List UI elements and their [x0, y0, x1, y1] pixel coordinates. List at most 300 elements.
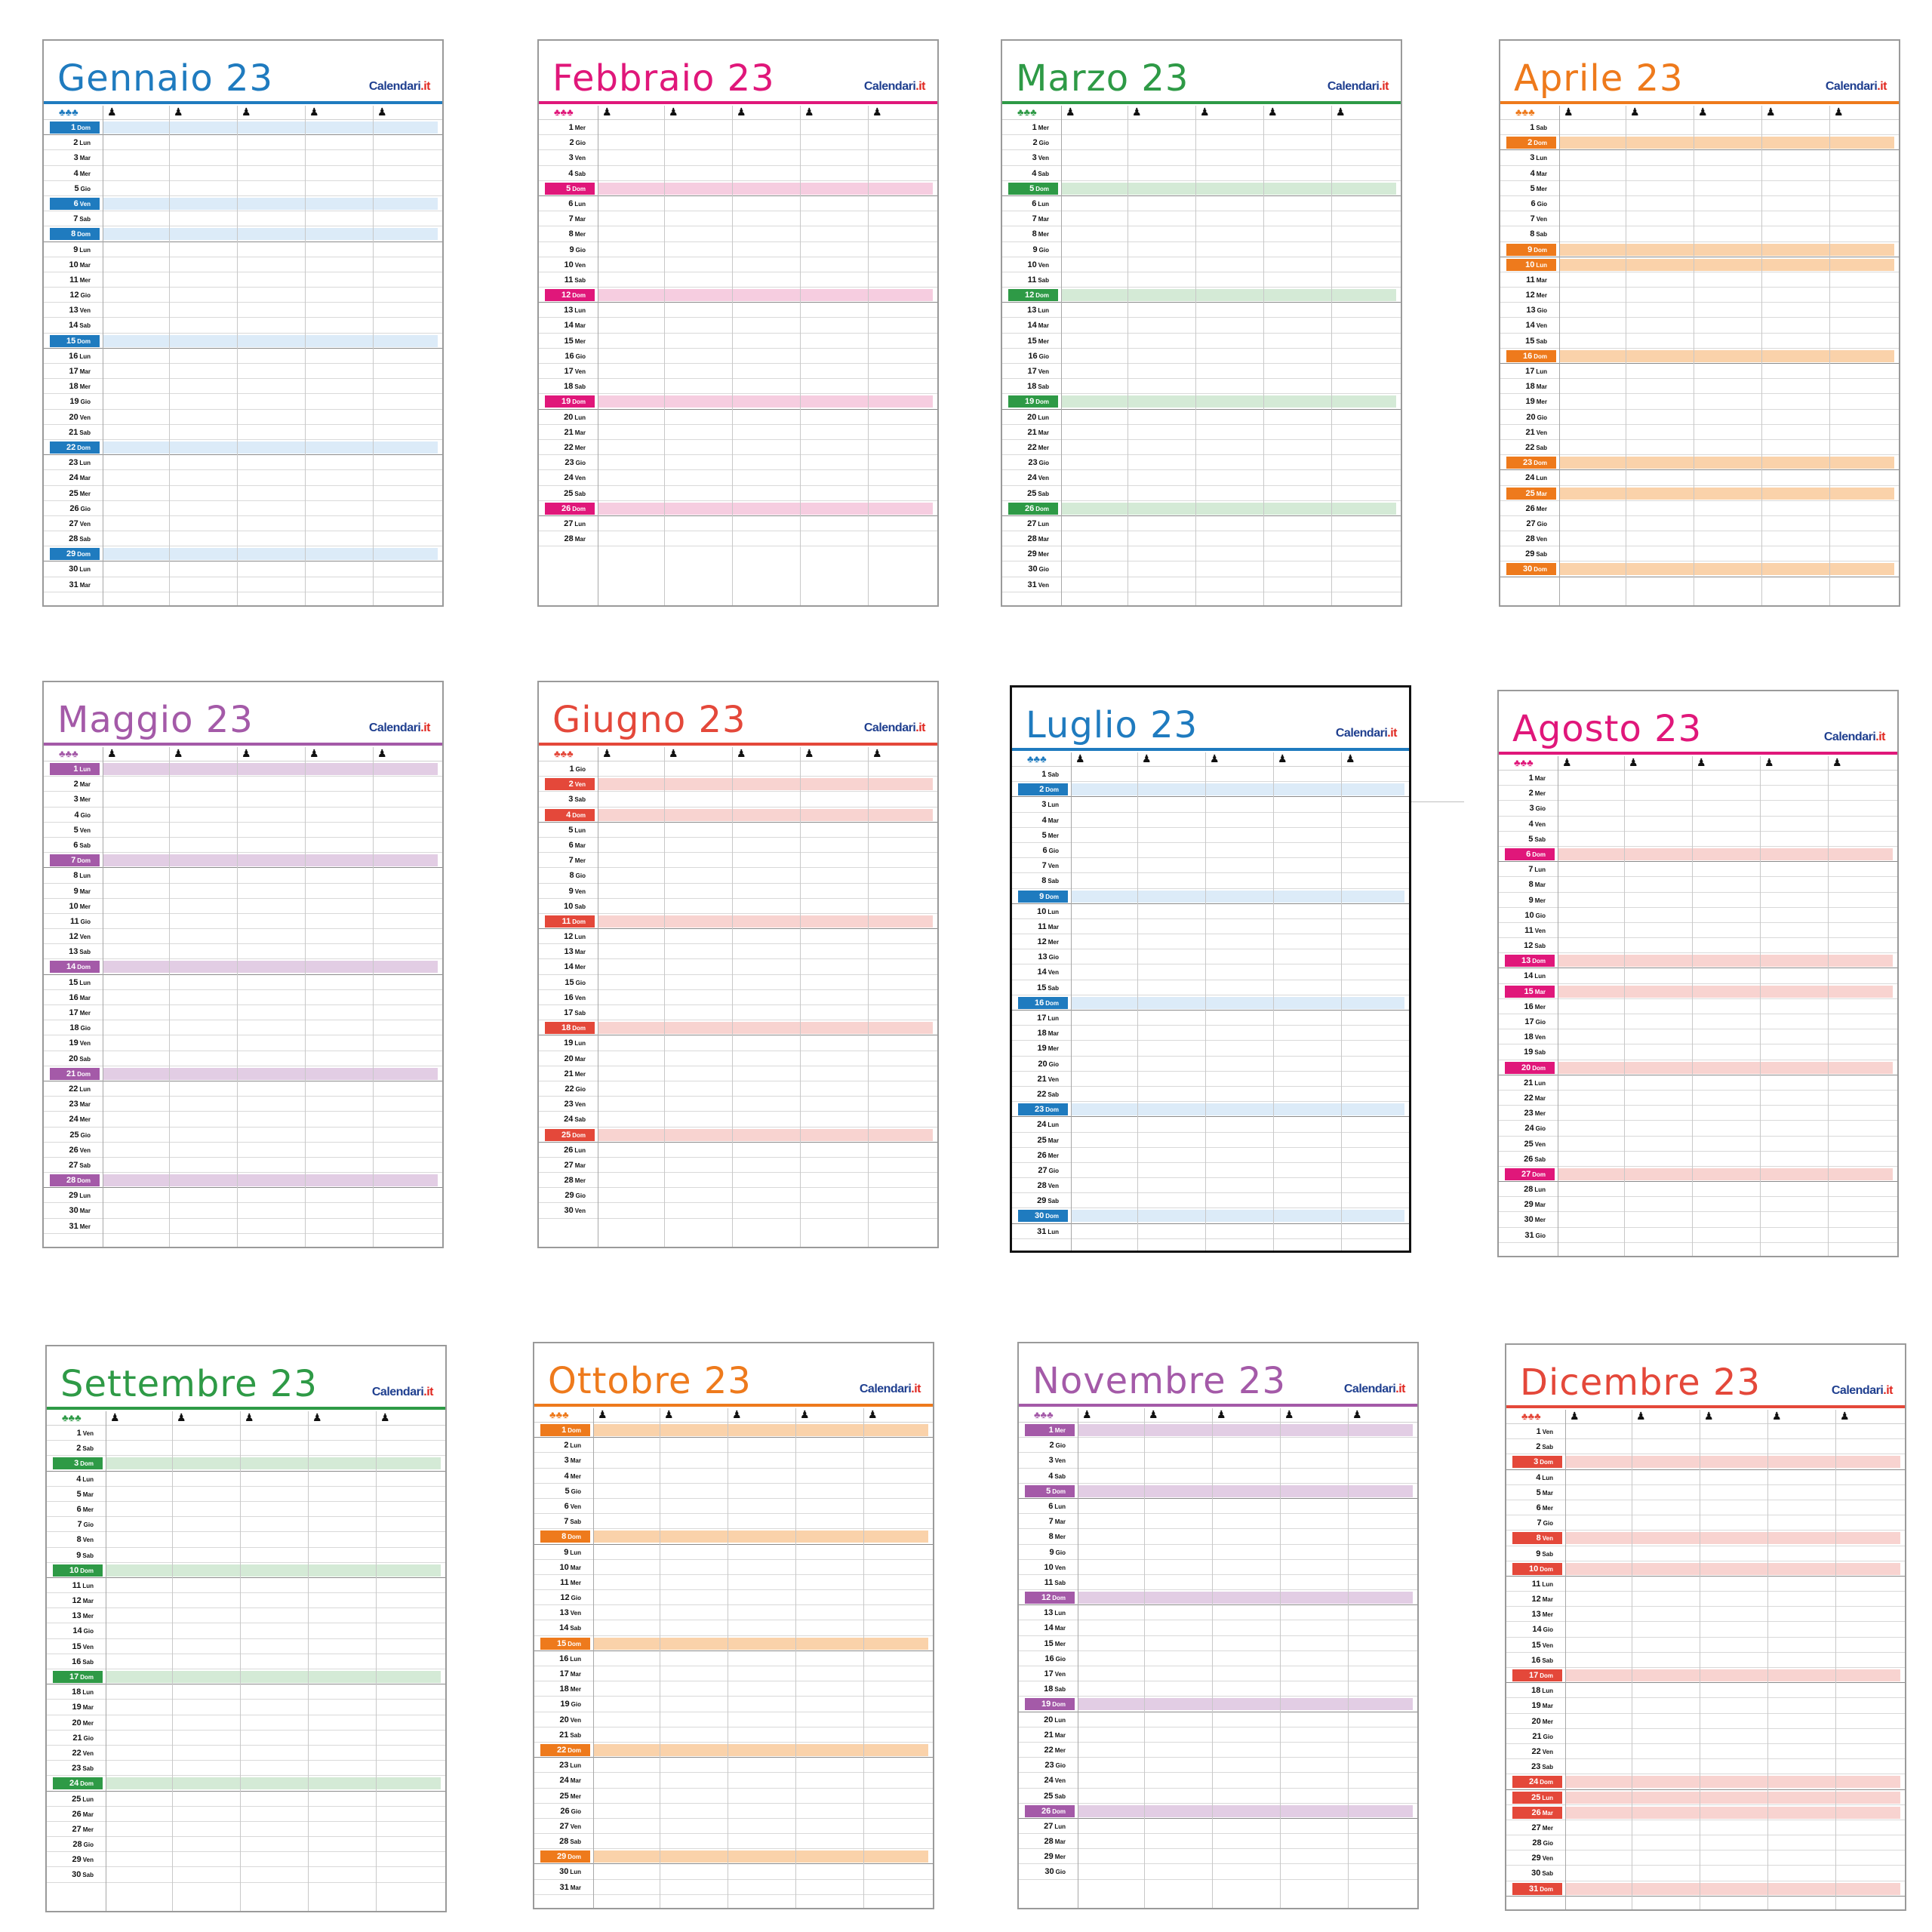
day-row[interactable] — [534, 1773, 933, 1788]
day-row[interactable] — [47, 1746, 445, 1761]
day-row[interactable] — [539, 1203, 937, 1218]
day-row[interactable] — [44, 211, 442, 226]
day-row[interactable] — [44, 546, 442, 561]
day-row[interactable] — [1499, 1029, 1897, 1044]
day-row[interactable] — [1002, 150, 1401, 165]
day-row[interactable] — [1002, 425, 1401, 440]
day-row[interactable] — [1002, 318, 1401, 333]
day-row[interactable] — [47, 1807, 445, 1822]
day-row[interactable] — [44, 288, 442, 303]
day-row[interactable] — [1500, 166, 1899, 181]
day-row[interactable] — [47, 1593, 445, 1608]
day-row[interactable] — [534, 1681, 933, 1697]
day-row[interactable] — [1499, 1060, 1897, 1075]
day-row[interactable] — [44, 470, 442, 485]
day-row[interactable] — [534, 1758, 933, 1773]
day-row[interactable] — [1499, 1152, 1897, 1167]
day-row[interactable] — [1506, 1881, 1905, 1897]
day-row[interactable] — [1019, 1651, 1417, 1666]
day-row[interactable] — [44, 318, 442, 333]
day-row[interactable] — [1506, 1531, 1905, 1546]
day-row[interactable] — [44, 1081, 442, 1097]
day-row[interactable] — [539, 899, 937, 914]
day-row[interactable] — [539, 150, 937, 165]
day-row[interactable] — [539, 1081, 937, 1097]
day-row[interactable] — [44, 1143, 442, 1158]
day-row[interactable] — [1019, 1697, 1417, 1712]
day-row[interactable] — [539, 1128, 937, 1143]
day-row[interactable] — [534, 1438, 933, 1453]
day-row[interactable] — [44, 303, 442, 318]
day-row[interactable] — [539, 975, 937, 990]
day-row[interactable] — [1002, 531, 1401, 546]
day-row[interactable] — [1500, 181, 1899, 196]
day-row[interactable] — [1506, 1500, 1905, 1515]
day-row[interactable] — [47, 1654, 445, 1669]
day-row[interactable] — [44, 975, 442, 990]
day-row[interactable] — [1002, 546, 1401, 561]
day-row[interactable] — [539, 808, 937, 823]
day-row[interactable] — [539, 120, 937, 135]
day-row[interactable] — [1002, 577, 1401, 592]
day-row[interactable] — [534, 1575, 933, 1590]
day-row[interactable] — [1506, 1638, 1905, 1653]
day-row[interactable] — [44, 1066, 442, 1081]
day-row[interactable] — [1019, 1758, 1417, 1773]
day-row[interactable] — [534, 1499, 933, 1514]
day-row[interactable] — [44, 1128, 442, 1143]
day-row[interactable] — [1002, 334, 1401, 349]
day-row[interactable] — [539, 318, 937, 333]
day-row[interactable] — [539, 944, 937, 959]
day-row[interactable] — [1499, 1197, 1897, 1212]
day-row[interactable] — [47, 1563, 445, 1578]
day-row[interactable] — [44, 914, 442, 929]
day-row[interactable] — [1002, 516, 1401, 531]
day-row[interactable] — [539, 257, 937, 272]
day-row[interactable] — [534, 1804, 933, 1819]
day-row[interactable] — [1499, 1228, 1897, 1243]
day-row[interactable] — [1500, 410, 1899, 425]
day-row[interactable] — [1019, 1484, 1417, 1499]
day-row[interactable] — [1506, 1622, 1905, 1637]
day-row[interactable] — [539, 990, 937, 1005]
day-row[interactable] — [534, 1727, 933, 1743]
day-row[interactable] — [539, 196, 937, 211]
day-row[interactable] — [47, 1517, 445, 1532]
day-row[interactable] — [539, 349, 937, 364]
day-row[interactable] — [1019, 1773, 1417, 1788]
day-row[interactable] — [1500, 211, 1899, 226]
day-row[interactable] — [539, 440, 937, 455]
day-row[interactable] — [44, 364, 442, 379]
day-row[interactable] — [1500, 425, 1899, 440]
day-row[interactable] — [44, 823, 442, 838]
day-row[interactable] — [1002, 561, 1401, 577]
day-row[interactable] — [539, 531, 937, 546]
day-row[interactable] — [44, 135, 442, 150]
day-row[interactable] — [539, 226, 937, 242]
day-row[interactable] — [1002, 272, 1401, 288]
day-row[interactable] — [534, 1453, 933, 1468]
day-row[interactable] — [534, 1864, 933, 1879]
day-row[interactable] — [1506, 1454, 1905, 1469]
day-row[interactable] — [1002, 501, 1401, 516]
day-row[interactable] — [534, 1849, 933, 1864]
day-row[interactable] — [539, 410, 937, 425]
day-row[interactable] — [1019, 1575, 1417, 1590]
day-row[interactable] — [44, 1112, 442, 1127]
day-row[interactable] — [1002, 379, 1401, 394]
day-row[interactable] — [539, 1020, 937, 1035]
day-row[interactable] — [1506, 1485, 1905, 1500]
day-row[interactable] — [1500, 501, 1899, 516]
day-row[interactable] — [534, 1834, 933, 1849]
day-row[interactable] — [44, 257, 442, 272]
day-row[interactable] — [1506, 1744, 1905, 1759]
day-row[interactable] — [44, 808, 442, 823]
day-row[interactable] — [1019, 1834, 1417, 1849]
day-row[interactable] — [1019, 1469, 1417, 1484]
day-row[interactable] — [44, 761, 442, 777]
day-row[interactable] — [539, 516, 937, 531]
day-row[interactable] — [539, 379, 937, 394]
day-row[interactable] — [539, 1005, 937, 1020]
day-row[interactable] — [1002, 364, 1401, 379]
day-row[interactable] — [47, 1700, 445, 1715]
day-row[interactable] — [539, 334, 937, 349]
day-row[interactable] — [1499, 817, 1897, 832]
day-row[interactable] — [1499, 1091, 1897, 1106]
day-row[interactable] — [47, 1715, 445, 1730]
day-row[interactable] — [1499, 1014, 1897, 1029]
day-row[interactable] — [539, 1112, 937, 1127]
day-row[interactable] — [1506, 1835, 1905, 1850]
day-row[interactable] — [539, 792, 937, 807]
day-row[interactable] — [534, 1697, 933, 1712]
day-row[interactable] — [1019, 1545, 1417, 1560]
day-row[interactable] — [44, 196, 442, 211]
day-row[interactable] — [44, 561, 442, 577]
day-row[interactable] — [1506, 1668, 1905, 1683]
day-row[interactable] — [1500, 531, 1899, 546]
day-row[interactable] — [1506, 1561, 1905, 1577]
day-row[interactable] — [1506, 1790, 1905, 1805]
day-row[interactable] — [1500, 349, 1899, 364]
day-row[interactable] — [534, 1712, 933, 1727]
day-row[interactable] — [1002, 226, 1401, 242]
day-row[interactable] — [534, 1651, 933, 1666]
day-row[interactable] — [44, 150, 442, 165]
day-row[interactable] — [44, 242, 442, 257]
day-row[interactable] — [1499, 786, 1897, 801]
day-row[interactable] — [47, 1684, 445, 1700]
day-row[interactable] — [1506, 1546, 1905, 1561]
day-row[interactable] — [534, 1484, 933, 1499]
day-row[interactable] — [1019, 1819, 1417, 1834]
day-row[interactable] — [1499, 893, 1897, 908]
day-row[interactable] — [44, 899, 442, 914]
day-row[interactable] — [1499, 923, 1897, 938]
day-row[interactable] — [1002, 242, 1401, 257]
day-row[interactable] — [539, 1158, 937, 1173]
day-row[interactable] — [1500, 196, 1899, 211]
day-row[interactable] — [1506, 1714, 1905, 1729]
day-row[interactable] — [44, 272, 442, 288]
day-row[interactable] — [539, 425, 937, 440]
day-row[interactable] — [1506, 1850, 1905, 1866]
day-row[interactable] — [1002, 288, 1401, 303]
day-row[interactable] — [1506, 1515, 1905, 1531]
day-row[interactable] — [1499, 984, 1897, 999]
day-row[interactable] — [539, 364, 937, 379]
day-row[interactable] — [1506, 1729, 1905, 1744]
day-row[interactable] — [47, 1441, 445, 1456]
day-row[interactable] — [1019, 1636, 1417, 1651]
day-row[interactable] — [44, 440, 442, 455]
day-row[interactable] — [1499, 938, 1897, 953]
day-row[interactable] — [1499, 832, 1897, 847]
day-row[interactable] — [539, 303, 937, 318]
day-row[interactable] — [1019, 1529, 1417, 1544]
day-row[interactable] — [47, 1761, 445, 1776]
day-row[interactable] — [1500, 440, 1899, 455]
day-row[interactable] — [44, 1173, 442, 1188]
day-row[interactable] — [44, 379, 442, 394]
day-row[interactable] — [1019, 1681, 1417, 1697]
day-row[interactable] — [1500, 364, 1899, 379]
day-row[interactable] — [44, 990, 442, 1005]
day-row[interactable] — [44, 868, 442, 883]
day-row[interactable] — [1500, 455, 1899, 470]
day-row[interactable] — [44, 349, 442, 364]
day-row[interactable] — [534, 1423, 933, 1438]
day-row[interactable] — [534, 1880, 933, 1895]
day-row[interactable] — [539, 394, 937, 409]
day-row[interactable] — [1500, 257, 1899, 272]
day-row[interactable] — [539, 486, 937, 501]
day-row[interactable] — [539, 181, 937, 196]
day-row[interactable] — [1500, 288, 1899, 303]
day-row[interactable] — [1499, 1167, 1897, 1182]
day-row[interactable] — [1002, 455, 1401, 470]
day-row[interactable] — [1002, 181, 1401, 196]
day-row[interactable] — [1506, 1470, 1905, 1485]
day-row[interactable] — [539, 761, 937, 777]
day-row[interactable] — [1019, 1789, 1417, 1804]
day-row[interactable] — [44, 166, 442, 181]
day-row[interactable] — [534, 1666, 933, 1681]
day-row[interactable] — [534, 1636, 933, 1651]
day-row[interactable] — [47, 1548, 445, 1563]
day-row[interactable] — [539, 929, 937, 944]
day-row[interactable] — [539, 884, 937, 899]
day-row[interactable] — [44, 334, 442, 349]
day-row[interactable] — [47, 1456, 445, 1471]
day-row[interactable] — [539, 853, 937, 868]
day-row[interactable] — [44, 1219, 442, 1234]
day-row[interactable] — [1002, 470, 1401, 485]
day-row[interactable] — [47, 1852, 445, 1867]
day-row[interactable] — [1499, 908, 1897, 923]
day-row[interactable] — [44, 181, 442, 196]
day-row[interactable] — [539, 135, 937, 150]
day-row[interactable] — [1500, 318, 1899, 333]
day-row[interactable] — [539, 272, 937, 288]
day-row[interactable] — [44, 777, 442, 792]
day-row[interactable] — [1500, 135, 1899, 150]
day-row[interactable] — [1019, 1712, 1417, 1727]
day-row[interactable] — [1506, 1866, 1905, 1881]
day-row[interactable] — [47, 1578, 445, 1593]
day-row[interactable] — [47, 1730, 445, 1746]
day-row[interactable] — [1500, 334, 1899, 349]
day-row[interactable] — [539, 288, 937, 303]
day-row[interactable] — [1002, 196, 1401, 211]
day-row[interactable] — [1002, 257, 1401, 272]
day-row[interactable] — [47, 1487, 445, 1502]
day-row[interactable] — [1002, 410, 1401, 425]
day-row[interactable] — [539, 959, 937, 974]
day-row[interactable] — [47, 1608, 445, 1623]
day-row[interactable] — [1499, 1075, 1897, 1091]
day-row[interactable] — [1002, 135, 1401, 150]
day-row[interactable] — [1500, 394, 1899, 409]
day-row[interactable] — [539, 1051, 937, 1066]
day-row[interactable] — [1499, 847, 1897, 862]
day-row[interactable] — [539, 777, 937, 792]
day-row[interactable] — [44, 516, 442, 531]
day-row[interactable] — [1002, 349, 1401, 364]
day-row[interactable] — [47, 1822, 445, 1837]
day-row[interactable] — [1002, 440, 1401, 455]
day-row[interactable] — [1499, 1121, 1897, 1136]
day-row[interactable] — [1002, 211, 1401, 226]
day-row[interactable] — [47, 1792, 445, 1807]
day-row[interactable] — [1499, 1182, 1897, 1197]
day-row[interactable] — [44, 1097, 442, 1112]
day-row[interactable] — [534, 1560, 933, 1575]
day-row[interactable] — [1019, 1423, 1417, 1438]
day-row[interactable] — [1499, 1212, 1897, 1227]
day-row[interactable] — [1500, 546, 1899, 561]
day-row[interactable] — [539, 868, 937, 883]
day-row[interactable] — [539, 1143, 937, 1158]
day-row[interactable] — [44, 410, 442, 425]
day-row[interactable] — [44, 120, 442, 135]
day-row[interactable] — [1506, 1577, 1905, 1592]
day-row[interactable] — [539, 914, 937, 929]
day-row[interactable] — [1002, 486, 1401, 501]
day-row[interactable] — [44, 1158, 442, 1173]
day-row[interactable] — [1500, 242, 1899, 257]
day-row[interactable] — [1019, 1499, 1417, 1514]
day-row[interactable] — [1019, 1453, 1417, 1468]
day-row[interactable] — [1019, 1743, 1417, 1758]
day-row[interactable] — [44, 1005, 442, 1020]
day-row[interactable] — [534, 1620, 933, 1635]
day-row[interactable] — [1500, 226, 1899, 242]
day-row[interactable] — [534, 1545, 933, 1560]
day-row[interactable] — [1002, 120, 1401, 135]
day-row[interactable] — [44, 486, 442, 501]
day-row[interactable] — [47, 1426, 445, 1441]
day-row[interactable] — [44, 394, 442, 409]
day-row[interactable] — [539, 838, 937, 853]
day-row[interactable] — [47, 1623, 445, 1638]
day-row[interactable] — [1499, 877, 1897, 892]
day-row[interactable] — [1019, 1804, 1417, 1819]
day-row[interactable] — [44, 944, 442, 959]
day-row[interactable] — [1500, 150, 1899, 165]
day-row[interactable] — [44, 1188, 442, 1203]
day-row[interactable] — [44, 838, 442, 853]
day-row[interactable] — [1500, 486, 1899, 501]
day-row[interactable] — [539, 1173, 937, 1188]
day-row[interactable] — [1500, 470, 1899, 485]
day-row[interactable] — [1499, 999, 1897, 1014]
day-row[interactable] — [47, 1776, 445, 1791]
day-row[interactable] — [1506, 1607, 1905, 1622]
day-row[interactable] — [1499, 1044, 1897, 1060]
day-row[interactable] — [47, 1502, 445, 1517]
day-row[interactable] — [1019, 1590, 1417, 1605]
day-row[interactable] — [47, 1472, 445, 1487]
day-row[interactable] — [1506, 1759, 1905, 1774]
day-row[interactable] — [1506, 1592, 1905, 1607]
day-row[interactable] — [1002, 303, 1401, 318]
day-row[interactable] — [44, 792, 442, 807]
day-row[interactable] — [539, 1188, 937, 1203]
day-row[interactable] — [1506, 1653, 1905, 1668]
day-row[interactable] — [534, 1743, 933, 1758]
day-row[interactable] — [44, 1035, 442, 1051]
day-row[interactable] — [44, 455, 442, 470]
day-row[interactable] — [1500, 561, 1899, 577]
day-row[interactable] — [44, 226, 442, 242]
day-row[interactable] — [1506, 1698, 1905, 1713]
day-row[interactable] — [47, 1639, 445, 1654]
day-row[interactable] — [534, 1819, 933, 1834]
day-row[interactable] — [44, 577, 442, 592]
day-row[interactable] — [1019, 1514, 1417, 1529]
day-row[interactable] — [539, 1066, 937, 1081]
day-row[interactable] — [44, 1051, 442, 1066]
day-row[interactable] — [534, 1469, 933, 1484]
day-row[interactable] — [1500, 272, 1899, 288]
day-row[interactable] — [1019, 1438, 1417, 1453]
day-row[interactable] — [539, 501, 937, 516]
day-row[interactable] — [1506, 1774, 1905, 1789]
day-row[interactable] — [1499, 953, 1897, 968]
day-row[interactable] — [1019, 1560, 1417, 1575]
day-row[interactable] — [539, 823, 937, 838]
day-row[interactable] — [1506, 1805, 1905, 1820]
day-row[interactable] — [1002, 166, 1401, 181]
day-row[interactable] — [47, 1867, 445, 1882]
day-row[interactable] — [539, 1097, 937, 1112]
day-row[interactable] — [539, 455, 937, 470]
day-row[interactable] — [44, 1203, 442, 1218]
day-row[interactable] — [1002, 394, 1401, 409]
day-row[interactable] — [44, 959, 442, 974]
day-row[interactable] — [47, 1837, 445, 1852]
day-row[interactable] — [1019, 1666, 1417, 1681]
day-row[interactable] — [44, 531, 442, 546]
day-row[interactable] — [44, 1020, 442, 1035]
day-row[interactable] — [1500, 379, 1899, 394]
day-row[interactable] — [534, 1605, 933, 1620]
